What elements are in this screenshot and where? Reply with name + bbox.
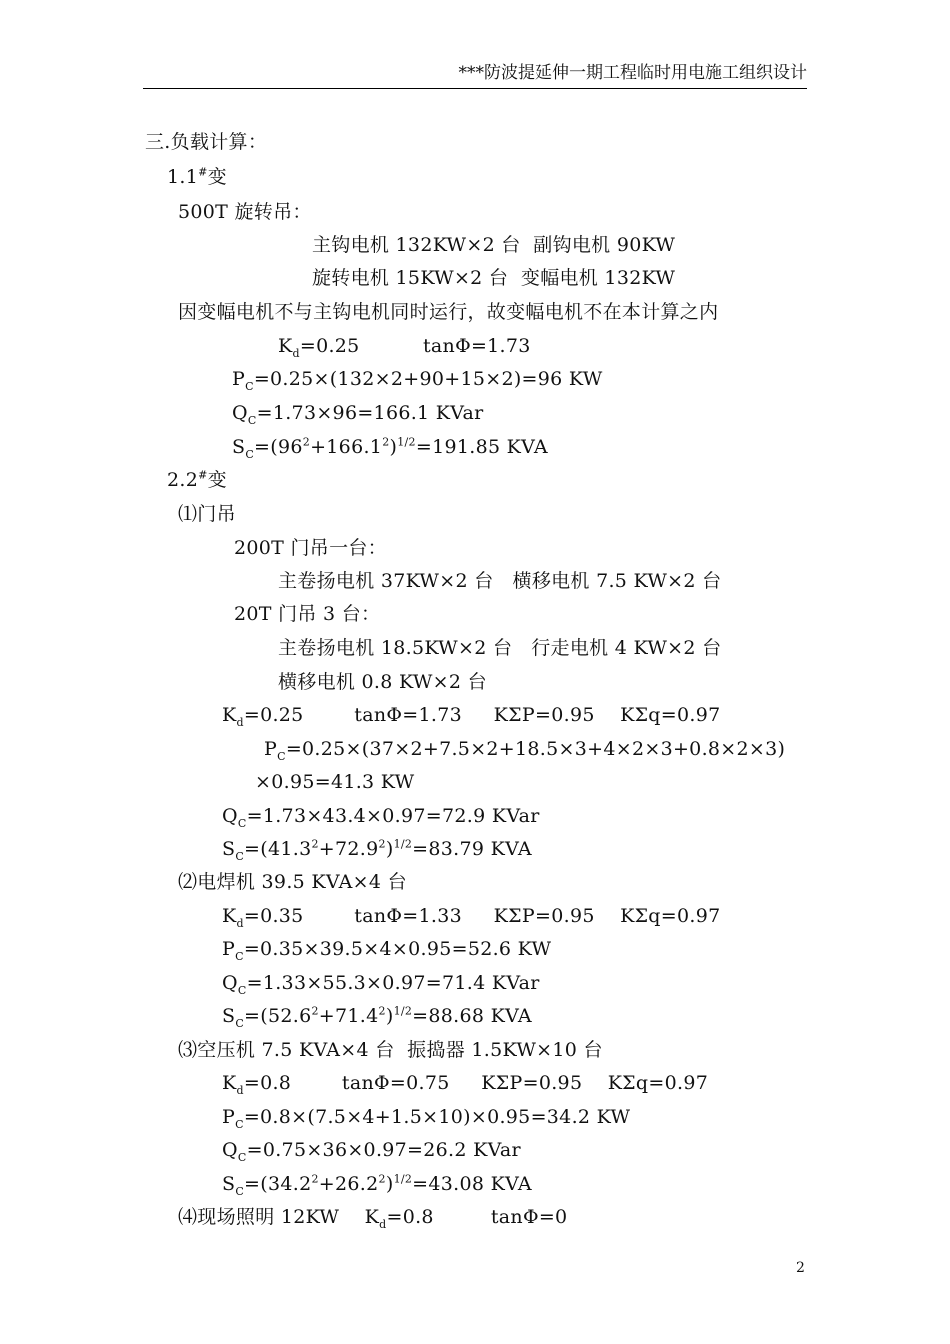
text-run: ⑷现场照明 12KW K xyxy=(178,1206,380,1228)
section-heading: 三.负载计算： xyxy=(145,131,268,153)
text-run: S xyxy=(222,1005,236,1027)
formula-line xyxy=(222,703,721,727)
text-line: 旋转电机 15KW×2 台 变幅电机 132KW xyxy=(312,267,676,289)
text-run: +166.1 xyxy=(310,436,383,458)
text-run: =0.8 tanΦ=0 xyxy=(386,1206,568,1228)
formula-line: ×0.95=41.3 KW xyxy=(255,771,415,793)
subscript: C xyxy=(235,1117,244,1131)
text-line: 主卷扬电机 18.5KW×2 台 行走电机 4 KW×2 台 xyxy=(278,637,722,659)
superscript: 1/2 xyxy=(393,1004,413,1018)
subscript: C xyxy=(237,983,247,997)
formula-line xyxy=(222,971,540,995)
text-run: =0.35 tanΦ=1.33 KΣP=0.95 KΣq=0.97 xyxy=(243,905,721,927)
text-run: K xyxy=(222,704,237,726)
superscript: 1/2 xyxy=(393,837,413,851)
subscript: C xyxy=(247,413,257,427)
item-heading: ⑵电焊机 39.5 KVA×4 台 xyxy=(178,871,407,893)
item-heading: ⑶空压机 7.5 KVA×4 台 振捣器 1.5KW×10 台 xyxy=(178,1039,603,1061)
text-run: Q xyxy=(222,972,238,994)
subscript: d xyxy=(292,346,300,360)
formula-line xyxy=(232,367,603,391)
item-heading xyxy=(178,1205,567,1229)
superscript: # xyxy=(198,165,208,179)
text-run: +71.4 xyxy=(318,1005,379,1027)
text-run: S xyxy=(222,1173,236,1195)
formula-line xyxy=(222,1138,521,1162)
formula-line xyxy=(278,334,531,358)
subscript: C xyxy=(277,749,286,763)
superscript: 2 xyxy=(382,435,390,449)
text-line: 200T 门吊一台： xyxy=(234,537,387,559)
subscript: d xyxy=(236,916,244,930)
text-run: =0.25×(37×2+7.5×2+18.5×3+4×2×3+0.8×2×3) xyxy=(285,738,786,760)
subscript: C xyxy=(245,379,254,393)
text-run: =0.25×(132×2+90+15×2)=96 KW xyxy=(253,368,603,390)
text-run: K xyxy=(278,335,293,357)
text-run: ) xyxy=(385,1005,394,1027)
text-run: Q xyxy=(222,805,238,827)
text-run: P xyxy=(232,368,246,390)
text-run: K xyxy=(222,1072,237,1094)
formula-line xyxy=(222,1071,708,1095)
formula-line xyxy=(232,435,548,459)
superscript: 2 xyxy=(311,1004,319,1018)
text-line: 横移电机 0.8 KW×2 台 xyxy=(278,671,487,693)
subsection-heading xyxy=(167,468,227,492)
text-run: =1.73×96=166.1 KVar xyxy=(256,402,484,424)
text-run: ) xyxy=(389,436,398,458)
subscript: d xyxy=(236,715,244,729)
text-run: P xyxy=(264,738,278,760)
text-run: Q xyxy=(222,1139,238,1161)
header-rule xyxy=(143,88,807,89)
text-run: =0.8 tanΦ=0.75 KΣP=0.95 KΣq=0.97 xyxy=(243,1072,709,1094)
subscript: C xyxy=(235,1184,245,1198)
text-run: 2.2 xyxy=(167,469,199,491)
item-heading: ⑴门吊 xyxy=(178,503,236,525)
superscript: 2 xyxy=(378,1172,386,1186)
superscript: 2 xyxy=(311,1172,319,1186)
text-run: Q xyxy=(232,402,248,424)
formula-line xyxy=(222,1004,532,1028)
text-run: +26.2 xyxy=(318,1173,379,1195)
text-line: 20T 门吊 3 台： xyxy=(234,603,381,625)
text-run: S xyxy=(222,838,236,860)
text-run: =0.75×36×0.97=26.2 KVar xyxy=(246,1139,521,1161)
superscript: 1/2 xyxy=(397,435,416,449)
text-run: P xyxy=(222,1106,236,1128)
subscript: C xyxy=(237,1150,247,1164)
text-run: 1.1 xyxy=(167,166,199,188)
formula-line xyxy=(222,937,551,961)
page-number: 2 xyxy=(796,1260,805,1276)
subscript: C xyxy=(237,816,247,830)
text-run: =1.33×55.3×0.97=71.4 KVar xyxy=(246,972,540,994)
formula-line xyxy=(222,1105,630,1129)
formula-line xyxy=(222,804,540,828)
text-line: 因变幅电机不与主钩电机同时运行，故变幅电机不在本计算之内 xyxy=(178,301,719,323)
text-run: =0.8×(7.5×4+1.5×10)×0.95=34.2 KW xyxy=(243,1106,631,1128)
text-run: =(52.6 xyxy=(244,1005,312,1027)
text-run: =83.79 KVA xyxy=(412,838,532,860)
subscript: C xyxy=(245,447,255,461)
text-run: =0.25 tanΦ=1.73 xyxy=(299,335,531,357)
text-line: 主卷扬电机 37KW×2 台 横移电机 7.5 KW×2 台 xyxy=(278,570,722,592)
text-run: =43.08 KVA xyxy=(412,1173,532,1195)
subscript: C xyxy=(235,949,244,963)
document-header: ***防波提延伸一期工程临时用电施工组织设计 xyxy=(458,63,807,83)
text-run: S xyxy=(232,436,246,458)
text-run: =88.68 KVA xyxy=(412,1005,532,1027)
superscript: 1/2 xyxy=(393,1172,413,1186)
text-run: ) xyxy=(385,1173,394,1195)
superscript: 2 xyxy=(311,837,319,851)
superscript: 2 xyxy=(378,837,386,851)
text-line: 500T 旋转吊： xyxy=(178,201,312,223)
subscript: C xyxy=(235,1016,245,1030)
subscript: d xyxy=(236,1083,244,1097)
text-run: =0.25 tanΦ=1.73 KΣP=0.95 KΣq=0.97 xyxy=(243,704,721,726)
text-run: =(41.3 xyxy=(244,838,312,860)
text-run: P xyxy=(222,938,236,960)
text-run: 变 xyxy=(207,166,227,188)
text-run: =1.73×43.4×0.97=72.9 KVar xyxy=(246,805,540,827)
text-run: +72.9 xyxy=(318,838,379,860)
text-run: =0.35×39.5×4×0.95=52.6 KW xyxy=(243,938,552,960)
formula-line xyxy=(232,401,484,425)
text-run: =(96 xyxy=(254,436,303,458)
subscript: C xyxy=(235,849,245,863)
text-run: =(34.2 xyxy=(244,1173,312,1195)
formula-line xyxy=(222,904,721,928)
subscript: d xyxy=(379,1217,387,1231)
formula-line xyxy=(264,737,785,761)
superscript: 2 xyxy=(302,435,311,449)
text-run: K xyxy=(222,905,237,927)
superscript: # xyxy=(198,468,208,482)
text-run: =191.85 KVA xyxy=(415,436,548,458)
superscript: 2 xyxy=(378,1004,386,1018)
formula-line xyxy=(222,1172,532,1196)
subsection-heading xyxy=(167,165,227,189)
text-line: 主钩电机 132KW×2 台 副钩电机 90KW xyxy=(312,234,676,256)
text-run: ) xyxy=(385,838,394,860)
text-run: 变 xyxy=(207,469,227,491)
formula-line xyxy=(222,837,532,861)
